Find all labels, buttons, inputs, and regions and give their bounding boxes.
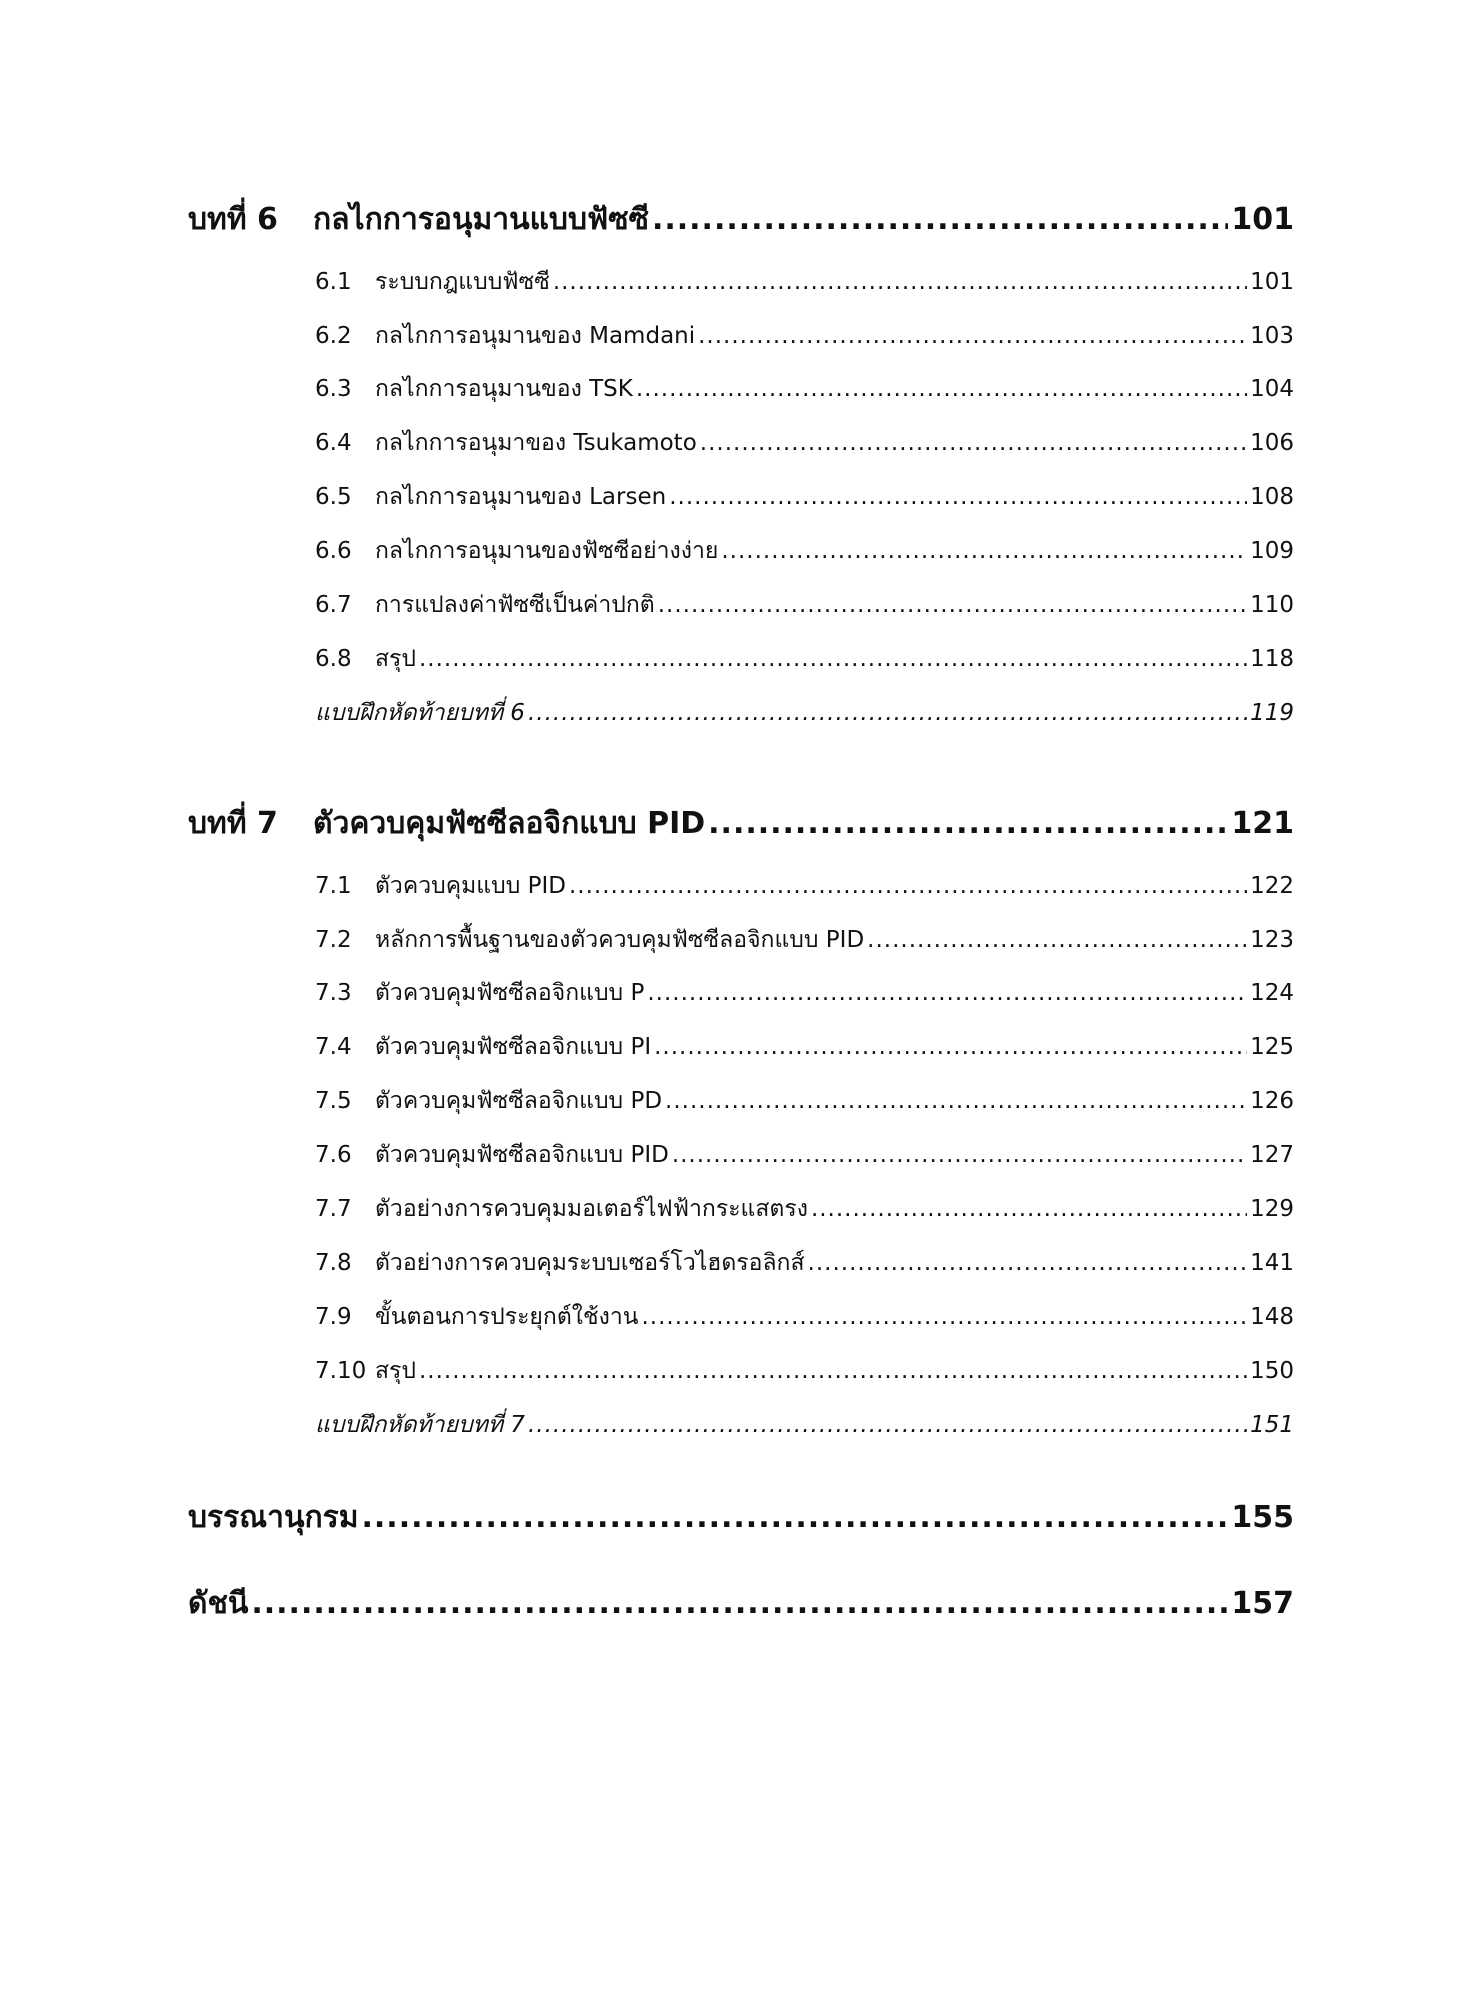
toc-entry[interactable] [315, 264, 1294, 300]
leader-dots [362, 1500, 1229, 1535]
toc-entry[interactable] [315, 425, 1294, 461]
section-page-number: 104 [1250, 376, 1294, 402]
exercise-page-number: 151 [1250, 1412, 1294, 1438]
toc-entry[interactable] [315, 1083, 1294, 1119]
exercise-page-number: 119 [1250, 700, 1294, 726]
toc-entry[interactable] [315, 1191, 1294, 1227]
section-number: 7.8 [315, 1250, 352, 1276]
leader-dots [700, 430, 1247, 456]
section-number: 7.5 [315, 1088, 352, 1114]
leader-dots [528, 1412, 1247, 1438]
toc-entry[interactable] [315, 1137, 1294, 1173]
section-title: สรุป [375, 1358, 416, 1384]
section-number: 6.2 [315, 323, 352, 349]
section-title: สรุป [375, 646, 416, 672]
section-page-number: 109 [1250, 538, 1294, 564]
section-number: 6.4 [315, 430, 352, 456]
toc-entry[interactable] [315, 922, 1294, 958]
leader-dots [669, 484, 1247, 510]
leader-dots [636, 376, 1247, 402]
section-title: ตัวควบคุมฟัซซีลอจิกแบบ P [375, 980, 645, 1006]
section-number: 7.3 [315, 980, 352, 1006]
section-page-number: 129 [1250, 1196, 1294, 1222]
leader-dots [528, 700, 1247, 726]
section-title: กลไกการอนุมานของ Larsen [375, 484, 667, 510]
section-title: ตัวควบคุมฟัซซีลอจิกแบบ PD [375, 1088, 663, 1114]
back-matter-page-number: 157 [1231, 1586, 1294, 1621]
section-page-number: 124 [1250, 980, 1294, 1006]
section-title: ตัวอย่างการควบคุมมอเตอร์ไฟฟ้ากระแสตรง [375, 1196, 808, 1222]
back-matter-page-number: 155 [1231, 1500, 1294, 1535]
toc-entry[interactable] [315, 641, 1294, 677]
section-title: หลักการพื้นฐานของตัวควบคุมฟัซซีลอจิกแบบ PID [375, 927, 865, 953]
section-number: 7.2 [315, 927, 352, 953]
leader-dots [811, 1196, 1247, 1222]
leader-dots [419, 646, 1247, 672]
section-number: 7.10 [315, 1358, 367, 1384]
leader-dots [698, 323, 1247, 349]
section-page-number: 123 [1250, 927, 1294, 953]
leader-dots [721, 538, 1247, 564]
section-page-number: 150 [1250, 1358, 1294, 1384]
section-number: 7.7 [315, 1196, 352, 1222]
exercise-title: แบบฝึกหัดท้ายบทที่ 6 [315, 700, 525, 726]
section-page-number: 101 [1250, 269, 1294, 295]
leader-dots [658, 592, 1247, 618]
leader-dots [647, 980, 1247, 1006]
index-entry[interactable] [188, 1580, 1294, 1627]
leader-dots [569, 873, 1247, 899]
leader-dots [652, 202, 1228, 237]
toc-entry[interactable] [315, 587, 1294, 623]
section-page-number: 141 [1250, 1250, 1294, 1276]
bibliography-entry[interactable] [188, 1494, 1294, 1541]
leader-dots [654, 1034, 1247, 1060]
toc-entry[interactable] [315, 868, 1294, 904]
leader-dots [708, 806, 1228, 841]
back-matter-title: บรรณานุกรม [188, 1500, 359, 1535]
section-number: 7.1 [315, 873, 352, 899]
leader-dots [665, 1088, 1247, 1114]
back-matter-title: ดัชนี [188, 1586, 249, 1621]
chapter-title: ตัวควบคุมฟัซซีลอจิกแบบ PID [313, 806, 706, 841]
leader-dots [867, 927, 1247, 953]
section-title: ตัวควบคุมฟัซซีลอจิกแบบ PID [375, 1142, 669, 1168]
leader-dots [251, 1586, 1228, 1621]
chapter-6-heading[interactable] [188, 196, 1294, 243]
section-title: กลไกการอนุมานของ TSK [375, 376, 633, 402]
leader-dots [641, 1304, 1247, 1330]
section-title: ตัวควบคุมฟัซซีลอจิกแบบ PI [375, 1034, 652, 1060]
toc-entry[interactable] [315, 479, 1294, 515]
section-page-number: 125 [1250, 1034, 1294, 1060]
section-number: 7.4 [315, 1034, 352, 1060]
toc-entry[interactable] [315, 1353, 1294, 1389]
section-number: 6.6 [315, 538, 352, 564]
section-page-number: 148 [1250, 1304, 1294, 1330]
chapter-title: กลไกการอนุมานแบบฟัซซี [313, 202, 649, 237]
section-title: การแปลงค่าฟัซซีเป็นค่าปกติ [375, 592, 655, 618]
toc-entry[interactable] [315, 1299, 1294, 1335]
section-title: ตัวอย่างการควบคุมระบบเซอร์โวไฮดรอลิกส์ [375, 1250, 805, 1276]
toc-entry[interactable] [315, 318, 1294, 354]
chapter-page-number: 121 [1231, 806, 1294, 841]
chapter-label: บทที่ 7 [188, 806, 278, 841]
section-title: กลไกการอนุมานของฟัซซีอย่างง่าย [375, 538, 719, 564]
section-number: 6.5 [315, 484, 352, 510]
section-number: 6.1 [315, 269, 352, 295]
section-number: 7.9 [315, 1304, 352, 1330]
leader-dots [553, 269, 1247, 295]
section-page-number: 103 [1250, 323, 1294, 349]
exercise-entry[interactable] [315, 695, 1294, 731]
section-number: 7.6 [315, 1142, 352, 1168]
section-title: ระบบกฎแบบฟัซซี [375, 269, 550, 295]
section-number: 6.3 [315, 376, 352, 402]
chapter-7-heading[interactable] [188, 800, 1294, 847]
section-page-number: 127 [1250, 1142, 1294, 1168]
toc-entry[interactable] [315, 1029, 1294, 1065]
section-page-number: 118 [1250, 646, 1294, 672]
section-title: ขั้นตอนการประยุกต์ใช้งาน [375, 1304, 639, 1330]
toc-entry[interactable] [315, 371, 1294, 407]
chapter-page-number: 101 [1231, 202, 1294, 237]
leader-dots [419, 1358, 1247, 1384]
exercise-entry[interactable] [315, 1407, 1294, 1443]
chapter-label: บทที่ 6 [188, 202, 278, 237]
section-title: กลไกการอนุมาของ Tsukamoto [375, 430, 697, 456]
section-number: 6.7 [315, 592, 352, 618]
section-page-number: 122 [1250, 873, 1294, 899]
section-title: ตัวควบคุมแบบ PID [375, 873, 566, 899]
section-page-number: 110 [1250, 592, 1294, 618]
section-page-number: 126 [1250, 1088, 1294, 1114]
leader-dots [672, 1142, 1247, 1168]
toc-entry[interactable] [315, 975, 1294, 1011]
leader-dots [808, 1250, 1248, 1276]
exercise-title: แบบฝึกหัดท้ายบทที่ 7 [315, 1412, 525, 1438]
toc-entry[interactable] [315, 1245, 1294, 1281]
section-title: กลไกการอนุมานของ Mamdani [375, 323, 696, 349]
section-number: 6.8 [315, 646, 352, 672]
section-page-number: 108 [1250, 484, 1294, 510]
section-page-number: 106 [1250, 430, 1294, 456]
toc-entry[interactable] [315, 533, 1294, 569]
